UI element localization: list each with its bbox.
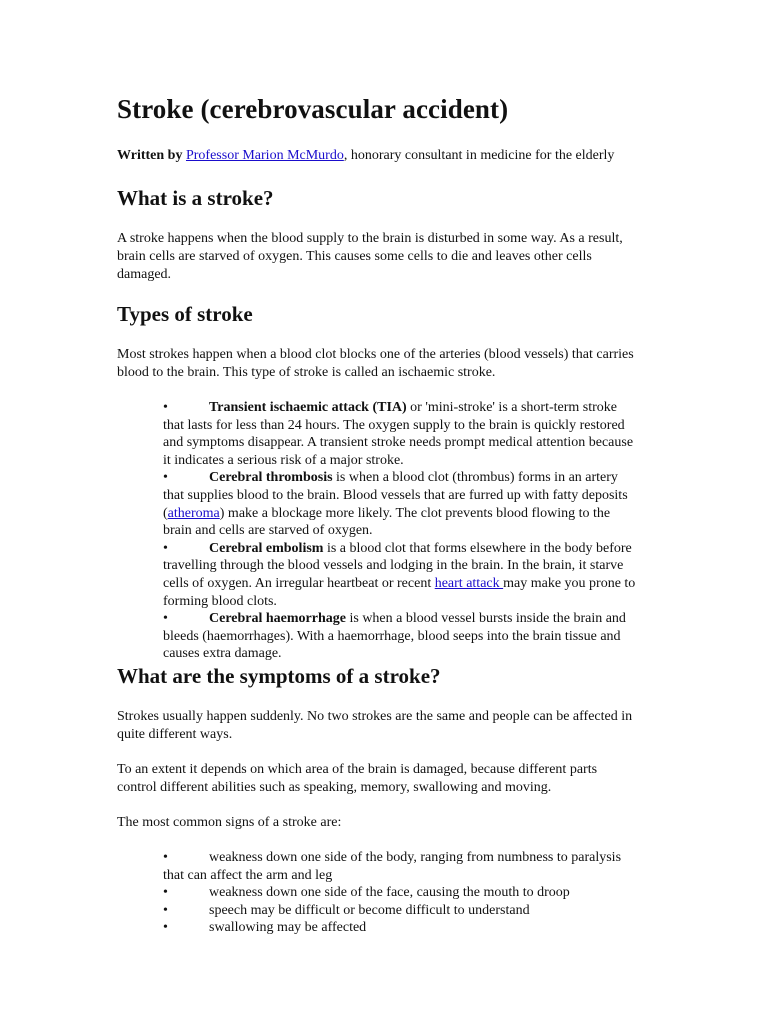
list-item — [163, 884, 637, 902]
symptoms-paragraph-3: The most common signs of a stroke are: — [117, 814, 342, 830]
symptom-text: weakness down one side of the face, causing the mouth to droop — [209, 885, 570, 901]
list-item-cerebral-haemorrhage — [163, 610, 637, 663]
bullet-glyph: • — [163, 540, 168, 556]
symptom-text: weakness down one side of the body, ranging from numbness to paralysis that can affect the arm and leg — [163, 849, 622, 883]
author-link[interactable]: Professor Marion McMurdo — [185, 148, 344, 163]
symptoms-paragraph-1: Strokes usually happen suddenly. No two strokes are the same and people can be affected in quite different ways. — [117, 708, 633, 742]
bullet-glyph: • — [163, 885, 168, 901]
atheroma-link[interactable]: atheroma — [167, 505, 220, 521]
bullet-glyph: • — [163, 902, 168, 918]
text-tia: or 'mini-stroke' is a short-term stroke that lasts for less than 24 hours. The oxygen supply to the brain is quickly restored and symptoms disappear. A transient stroke needs prompt medical attention because it indicates a serious risk of a major stroke. — [163, 400, 634, 468]
symptoms-paragraph-2: To an extent it depends on which area of the brain is damaged, because different parts control different abilities such as speaking, memory, swallowing and moving. — [117, 761, 598, 795]
text-thrombosis-after: ) make a blockage more likely. The clot prevents blood flowing to the brain and cells are starved of oxygen. — [163, 505, 611, 539]
symptoms-list — [117, 849, 637, 937]
text-haemorrhage: is when a blood vessel bursts inside the brain and bleeds (haemorrhages). With a haemorrhage, blood seeps into the brain tissue and causes extra damage. — [163, 611, 626, 662]
symptom-text: speech may be difficult or become difficult to understand — [209, 902, 530, 918]
list-item-cerebral-thrombosis — [163, 469, 637, 539]
byline-prefix: Written by — [117, 148, 183, 163]
byline — [117, 147, 637, 165]
term-cerebral-thrombosis: Cerebral thrombosis — [209, 470, 333, 486]
byline-suffix: , honorary consultant in medicine for the elderly — [343, 148, 615, 163]
bullet-glyph: • — [163, 849, 168, 865]
heading-what-is-stroke: What is a stroke? — [117, 186, 274, 210]
page-title: Stroke (cerebrovascular accident) — [117, 94, 509, 124]
text-thrombosis-before: is when a blood clot (thrombus) forms in an artery that supplies blood to the brain. Blood vessels that are furred up with fatty deposits ( — [163, 470, 628, 521]
what-is-stroke-paragraph: A stroke happens when the blood supply to the brain is disturbed in some way. As a result, brain cells are starved of oxygen. This causes some cells to die and leaves other cells damaged. — [117, 231, 623, 282]
heart-attack-link[interactable]: heart attack — [434, 575, 504, 591]
bullet-glyph: • — [163, 611, 168, 627]
list-item — [163, 902, 637, 920]
heading-symptoms: What are the symptoms of a stroke? — [117, 663, 441, 688]
bullet-glyph: • — [163, 920, 168, 936]
types-of-stroke-list — [117, 399, 637, 663]
bullet-glyph: • — [163, 470, 168, 486]
list-item-cerebral-embolism — [163, 540, 637, 610]
text-embolism-after: may make you prone to forming blood clots. — [163, 575, 636, 609]
text-embolism-before: is a blood clot that forms elsewhere in the body before travelling through the blood vessels and lodging in the brain. In the brain, it starve cells of oxygen. An irregular heartbeat or recent — [163, 540, 632, 591]
list-item-tia — [163, 399, 637, 469]
term-tia: Transient ischaemic attack (TIA) — [209, 400, 407, 415]
types-intro-paragraph: Most strokes happen when a blood clot blocks one of the arteries (blood vessels) that carries blood to the brain. This type of stroke is called an ischaemic stroke. — [117, 347, 634, 380]
term-cerebral-haemorrhage: Cerebral haemorrhage — [209, 611, 346, 627]
heading-types-of-stroke: Types of stroke — [117, 302, 253, 326]
list-item — [163, 849, 637, 884]
bullet-glyph: • — [163, 400, 168, 415]
document-page — [117, 92, 637, 937]
list-item — [163, 919, 637, 937]
symptom-text: swallowing may be affected — [209, 920, 367, 936]
term-cerebral-embolism: Cerebral embolism — [209, 540, 324, 556]
